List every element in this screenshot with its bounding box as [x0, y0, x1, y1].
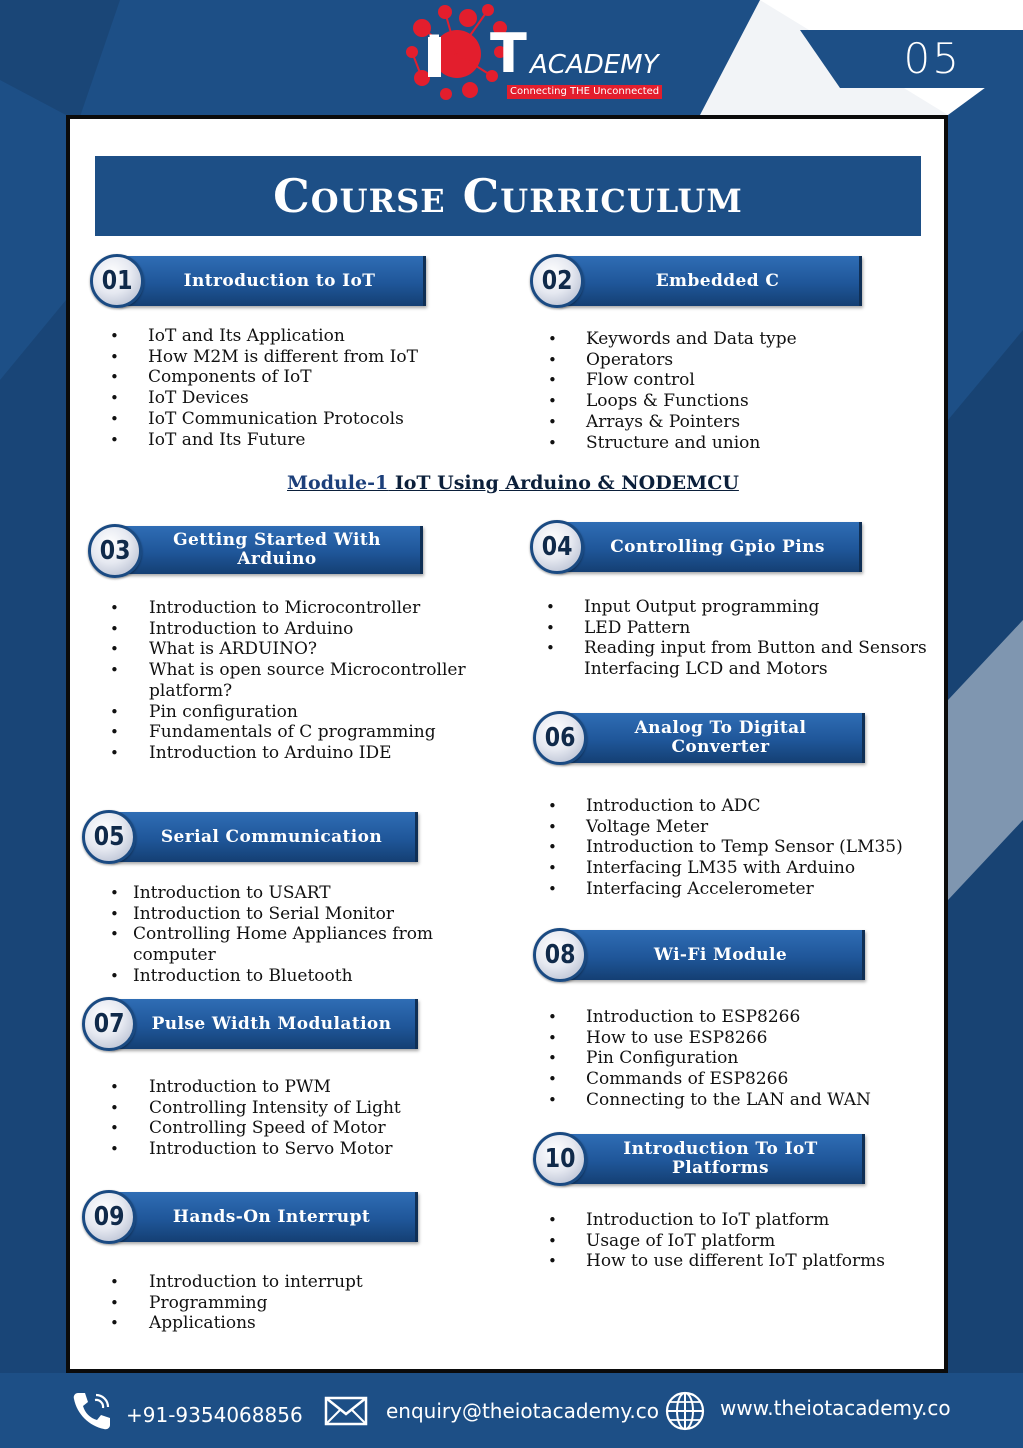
section-number: 01: [101, 266, 133, 296]
list-item: • What is open source Microcontroller: [110, 660, 510, 681]
list-item: • Introduction to Arduino IDE: [110, 743, 510, 764]
section-header-08: [533, 930, 865, 980]
section-header-06: [533, 713, 865, 763]
list-item: • Controlling Speed of Motor: [110, 1118, 510, 1139]
list-item: • How to use different IoT platforms: [548, 1251, 938, 1272]
section-title: Introduction To IoT Platforms: [623, 1139, 818, 1178]
list-item: • Commands of ESP8266: [548, 1069, 938, 1090]
section-title: Serial Communication: [160, 826, 383, 847]
list-item: • Interfacing Accelerometer: [548, 879, 938, 900]
page-number-tab: [800, 30, 1023, 88]
section-header-04: [530, 522, 862, 572]
footer-phone[interactable]: [70, 1373, 303, 1448]
section-header-01: [90, 256, 426, 306]
list-item: • IoT and Its Application: [110, 326, 510, 347]
list-item: • Introduction to IoT platform: [548, 1210, 938, 1231]
list-item: Interfacing LCD and Motors: [584, 659, 828, 680]
phone-number: +91-9354068856: [126, 1402, 303, 1427]
section-list-07: [110, 1077, 510, 1160]
iot-academy-logo: [400, 2, 680, 104]
section-list-04: [546, 597, 936, 680]
page-title: Course Curriculum: [273, 169, 743, 223]
phone-icon: [70, 1389, 114, 1433]
list-item: • Introduction to Servo Motor: [110, 1139, 510, 1160]
section-header-09: [82, 1192, 418, 1242]
list-item: • IoT Communication Protocols: [110, 409, 510, 430]
list-item: • Controlling Home Appliances from computer: [110, 924, 520, 965]
list-item: • How to use ESP8266: [548, 1028, 938, 1049]
logo-tagline: Connecting THE Unconnected: [507, 85, 662, 99]
page-number: 05: [903, 34, 961, 83]
list-item: • IoT and Its Future: [110, 430, 510, 451]
list-item: • Components of IoT: [110, 367, 510, 388]
list-item: • Input Output programming: [546, 597, 936, 618]
section-number: 04: [541, 532, 573, 562]
list-item: • Introduction to Bluetooth: [110, 966, 520, 987]
envelope-icon: [324, 1396, 368, 1426]
list-item: platform?: [149, 680, 233, 701]
section-list-05: [110, 883, 520, 987]
list-item: • Loops & Functions: [548, 391, 928, 412]
email-address: enquiry@theiotacademy.co: [386, 1398, 659, 1423]
list-item: • Pin Configuration: [548, 1048, 938, 1069]
globe-icon: [664, 1390, 706, 1432]
section-number: 09: [93, 1202, 125, 1232]
list-item: • Structure and union: [548, 433, 928, 454]
list-item: • Introduction to Arduino: [110, 619, 510, 640]
section-list-09: [110, 1272, 510, 1334]
website-url: www.theiotacademy.co: [720, 1395, 951, 1420]
logo-letter-i: I: [425, 25, 444, 83]
list-item: • Programming: [110, 1293, 510, 1314]
section-title: Wi-Fi Module: [653, 944, 788, 965]
logo-name: ACADEMY: [530, 50, 659, 80]
module-heading: [287, 472, 739, 494]
section-number: 03: [99, 536, 131, 566]
list-item: • Introduction to Microcontroller: [110, 598, 510, 619]
section-title: Introduction to IoT: [183, 270, 376, 291]
section-header-02: [530, 256, 862, 306]
section-list-06: [548, 796, 938, 900]
list-item: • IoT Devices: [110, 388, 510, 409]
list-item: • Voltage Meter: [548, 817, 938, 838]
list-item: • Pin configuration: [110, 702, 510, 723]
section-title: Embedded C: [655, 270, 780, 291]
list-item: • Introduction to USART: [110, 883, 520, 904]
section-list-08: [548, 1007, 938, 1111]
section-number: 07: [93, 1009, 125, 1039]
contact-footer: [0, 1373, 1023, 1448]
title-banner: [95, 156, 921, 236]
section-list-10: [548, 1210, 938, 1272]
list-item: • Introduction to Temp Sensor (LM35): [548, 837, 938, 858]
section-title: Analog To Digital Converter: [634, 718, 807, 757]
list-item: • Keywords and Data type: [548, 329, 928, 350]
list-item: • Connecting to the LAN and WAN: [548, 1090, 938, 1111]
footer-email[interactable]: [324, 1373, 659, 1448]
section-title: Hands-On Interrupt: [172, 1206, 371, 1227]
list-item: • Interfacing LM35 with Arduino: [548, 858, 938, 879]
section-header-03: [88, 526, 423, 574]
list-item: • Introduction to interrupt: [110, 1272, 510, 1293]
list-item: • Introduction to PWM: [110, 1077, 510, 1098]
section-title: Getting Started With Arduino: [173, 530, 381, 569]
footer-website[interactable]: [664, 1373, 951, 1448]
list-item: • Flow control: [548, 370, 928, 391]
section-number: 08: [544, 940, 576, 970]
list-item: • Reading input from Button and Sensors: [546, 638, 936, 659]
list-item: • Arrays & Pointers: [548, 412, 928, 433]
module-heading-prefix: Module-1: [287, 472, 389, 494]
list-item: • Introduction to ADC: [548, 796, 938, 817]
section-number: 06: [544, 723, 576, 753]
list-item: • Fundamentals of C programming: [110, 722, 510, 743]
section-list-02: [548, 329, 928, 453]
logo-letter-t: T: [490, 22, 527, 85]
section-number: 05: [93, 822, 125, 852]
list-item: • Controlling Intensity of Light: [110, 1098, 510, 1119]
list-item: • What is ARDUINO?: [110, 639, 510, 660]
section-header-05: [82, 812, 418, 862]
list-item: • How M2M is different from IoT: [110, 347, 510, 368]
section-title: Controlling Gpio Pins: [610, 536, 825, 557]
section-title: Pulse Width Modulation: [151, 1013, 392, 1034]
list-item: • Introduction to Serial Monitor: [110, 904, 520, 925]
list-item: • Applications: [110, 1313, 510, 1334]
section-header-07: [82, 999, 418, 1049]
section-list-01: [110, 326, 510, 450]
section-header-10: [533, 1134, 865, 1184]
section-list-03: [110, 598, 510, 764]
section-number: 10: [544, 1144, 576, 1174]
module-heading-text: IoT Using Arduino & NODEMCU: [388, 472, 739, 494]
list-item: • Operators: [548, 350, 928, 371]
list-item: • Introduction to ESP8266: [548, 1007, 938, 1028]
section-number: 02: [541, 266, 573, 296]
list-item: • LED Pattern: [546, 618, 936, 639]
list-item: • Usage of IoT platform: [548, 1231, 938, 1252]
